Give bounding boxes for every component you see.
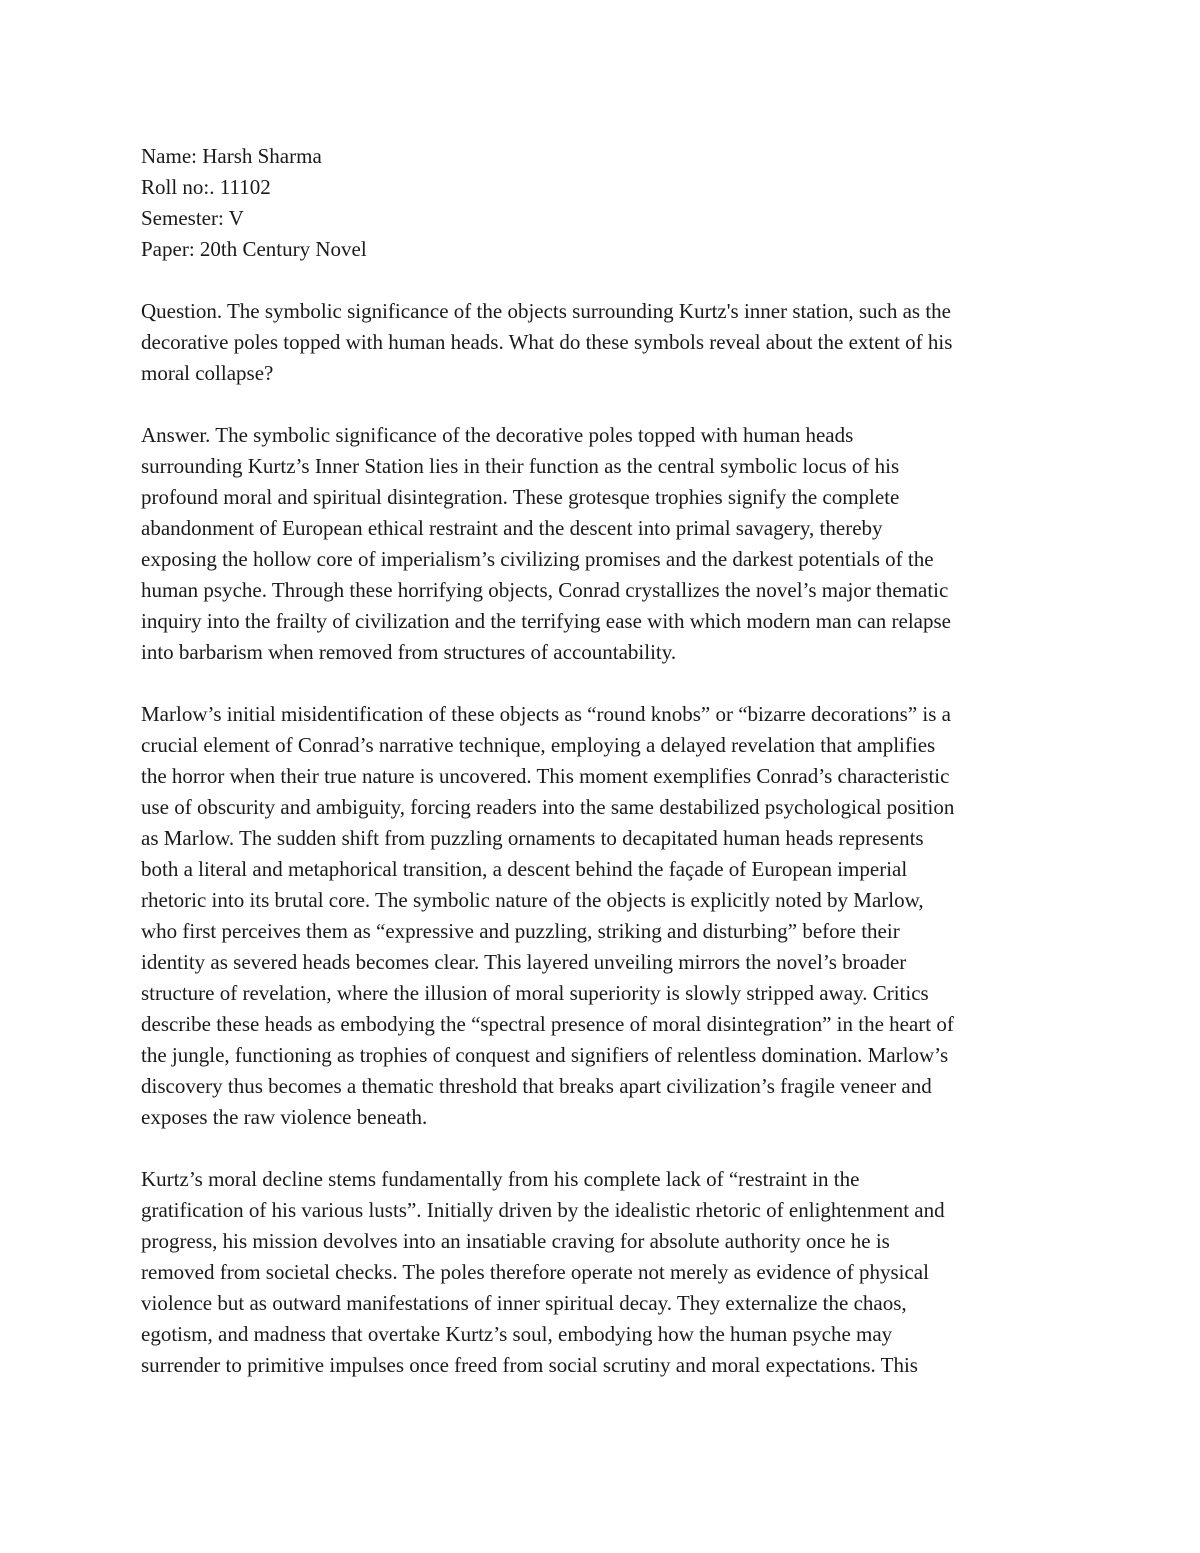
text-line: progress, his mission devolves into an insatiable craving for absolute authority once he is <box>141 1229 890 1253</box>
text-line: into barbarism when removed from structures of accountability. <box>141 640 677 664</box>
text-line: Answer. The symbolic significance of the decorative poles topped with human heads <box>141 423 854 447</box>
text-line: Question. The symbolic significance of the objects surrounding Kurtz's inner station, such as the <box>141 299 951 323</box>
roll-number: Roll no:. 11102 <box>141 175 271 199</box>
text-line: moral collapse? <box>141 361 274 385</box>
answer-paragraph-1 <box>141 420 1061 668</box>
text-line: structure of revelation, where the illusion of moral superiority is slowly stripped away. Critics <box>141 981 929 1005</box>
spacer <box>141 265 1061 296</box>
document-body <box>141 141 1061 1381</box>
text-line: Kurtz’s moral decline stems fundamentally from his complete lack of “restraint in the <box>141 1167 860 1191</box>
text-line: identity as severed heads becomes clear. This layered unveiling mirrors the novel’s broader <box>141 950 907 974</box>
text-line: rhetoric into its brutal core. The symbolic nature of the objects is explicitly noted by Marlow, <box>141 888 924 912</box>
text-line: removed from societal checks. The poles therefore operate not merely as evidence of physical <box>141 1260 929 1284</box>
text-line: describe these heads as embodying the “spectral presence of moral disintegration” in the heart of <box>141 1012 954 1036</box>
text-line: discovery thus becomes a thematic threshold that breaks apart civilization’s fragile veneer and <box>141 1074 932 1098</box>
text-line: crucial element of Conrad’s narrative technique, employing a delayed revelation that amplifies <box>141 733 936 757</box>
text-line: gratification of his various lusts”. Initially driven by the idealistic rhetoric of enlightenment and <box>141 1198 945 1222</box>
text-line: human psyche. Through these horrifying objects, Conrad crystallizes the novel’s major thematic <box>141 578 949 602</box>
text-line: as Marlow. The sudden shift from puzzling ornaments to decapitated human heads represents <box>141 826 924 850</box>
text-line: violence but as outward manifestations of inner spiritual decay. They externalize the chaos, <box>141 1291 907 1315</box>
text-line: Marlow’s initial misidentification of these objects as “round knobs” or “bizarre decorations” is a <box>141 702 952 726</box>
text-line: exposes the raw violence beneath. <box>141 1105 428 1129</box>
text-line: profound moral and spiritual disintegration. These grotesque trophies signify the complete <box>141 485 900 509</box>
text-line: use of obscurity and ambiguity, forcing readers into the same destabilized psychological position <box>141 795 955 819</box>
text-line: exposing the hollow core of imperialism’s civilizing promises and the darkest potentials of the <box>141 547 934 571</box>
question-paragraph <box>141 296 1061 389</box>
text-line: decorative poles topped with human heads. What do these symbols reveal about the extent of his <box>141 330 953 354</box>
answer-paragraph-2 <box>141 699 1061 1133</box>
student-header <box>141 141 1061 265</box>
spacer <box>141 389 1061 420</box>
text-line: both a literal and metaphorical transition, a descent behind the façade of European imperial <box>141 857 908 881</box>
text-line: who first perceives them as “expressive and puzzling, striking and disturbing” before their <box>141 919 900 943</box>
text-line: egotism, and madness that overtake Kurtz’s soul, embodying how the human psyche may <box>141 1322 893 1346</box>
text-line: the horror when their true nature is uncovered. This moment exemplifies Conrad’s characteristic <box>141 764 950 788</box>
text-line: surrender to primitive impulses once freed from social scrutiny and moral expectations. This <box>141 1353 918 1377</box>
student-name: Name: Harsh Sharma <box>141 144 322 168</box>
spacer <box>141 668 1061 699</box>
text-line: surrounding Kurtz’s Inner Station lies in their function as the central symbolic locus of his <box>141 454 900 478</box>
spacer <box>141 1133 1061 1164</box>
semester: Semester: V <box>141 206 244 230</box>
paper-title: Paper: 20th Century Novel <box>141 237 367 261</box>
text-line: the jungle, functioning as trophies of conquest and signifiers of relentless domination. Marlow’s <box>141 1043 949 1067</box>
text-line: abandonment of European ethical restraint and the descent into primal savagery, thereby <box>141 516 883 540</box>
answer-paragraph-3 <box>141 1164 1061 1381</box>
text-line: inquiry into the frailty of civilization and the terrifying ease with which modern man can relapse <box>141 609 951 633</box>
